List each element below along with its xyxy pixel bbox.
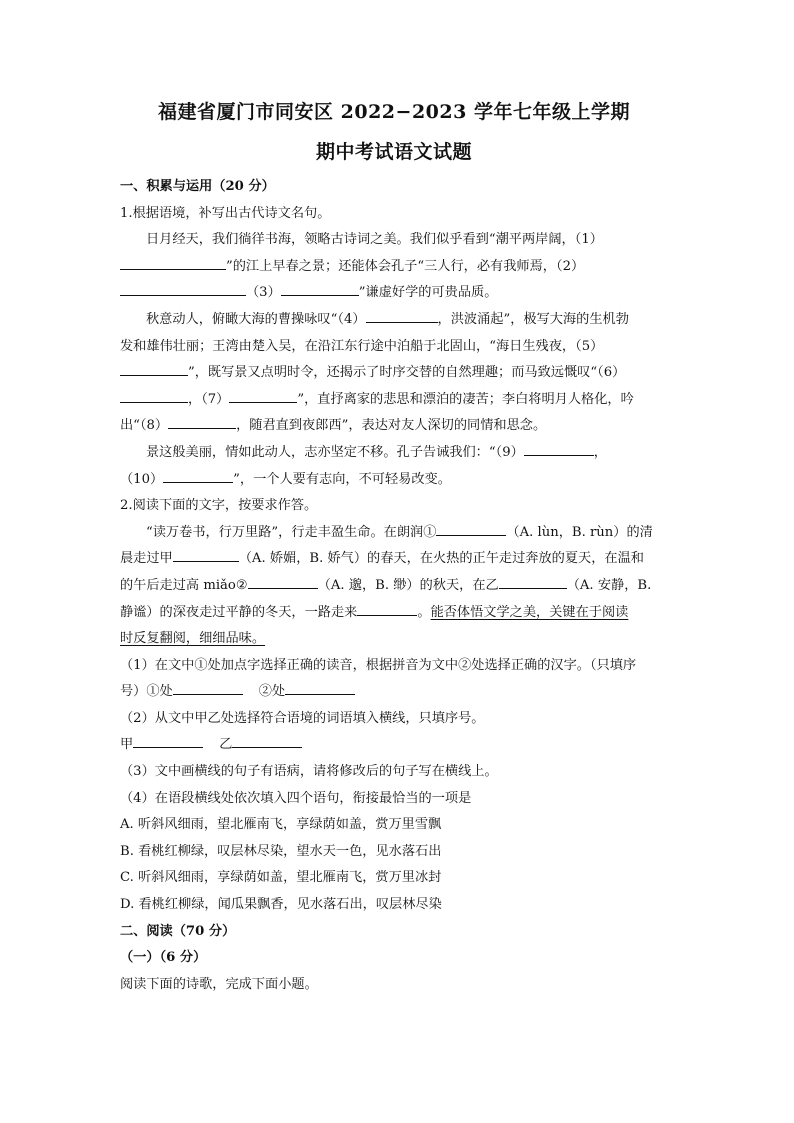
answer-blank-5[interactable] <box>120 361 188 376</box>
q2-passage-line-2: 晨走过甲 （A. 娇媚，B. 娇气）的春天，在火热的正午走过奔放的夏天，在温和 <box>120 546 668 573</box>
exam-title-line-1: 福建省厦门市同安区 2022−2023 学年七年级上学期 <box>158 101 630 123</box>
answer-blank-7[interactable] <box>229 388 297 403</box>
q2-subquestion-2: （2）从文中甲乙处选择符合语境的词语填入横线，只填序号。 <box>120 710 485 726</box>
q1-paragraph-1-line-1: 日月经天，我们徜徉书海，领略古诗词之美。我们似乎看到“潮平两岸阔，（1） <box>146 232 603 248</box>
answer-blank-character[interactable] <box>248 574 318 589</box>
option-d: D. 看桃红柳绿，闻瓜果飘香，见水落石出，叹层林尽染 <box>120 897 442 913</box>
section-2-subheading: （一）（6 分） <box>120 950 207 966</box>
answer-blank-4[interactable] <box>366 308 438 323</box>
answer-blank-s2-yi[interactable] <box>232 733 302 748</box>
q2-subquestion-4: （4）在语段横线处依次填入四个语句，衔接最恰当的一项是 <box>120 790 472 806</box>
q1-paragraph-3-line-2: （10） ”，一个人要有志向，不可轻易改变。 <box>120 467 668 494</box>
answer-blank-8[interactable] <box>168 414 236 429</box>
q2-subquestion-2-answers: 甲 乙 <box>120 732 668 759</box>
answer-blank-yi[interactable] <box>499 574 567 589</box>
exam-page <box>120 92 668 998</box>
answer-blank-6[interactable] <box>120 388 188 403</box>
answer-blank-10[interactable] <box>163 468 233 483</box>
option-c: C. 听斜风细雨，享绿荫如盖，望北雁南飞，赏万里冰封 <box>120 870 442 886</box>
answer-blank-2[interactable] <box>120 281 246 296</box>
question-2-stem: 2.阅读下面的文字，按要求作答。 <box>120 498 318 514</box>
answer-blank-s1-2[interactable] <box>285 680 355 695</box>
answer-blank-1[interactable] <box>120 255 226 270</box>
q1-paragraph-3-line-1: 景这般美丽，情如此动人，志亦坚定不移。孔子告诫我们：“（9） ， <box>120 440 668 467</box>
q1-paragraph-2-line-2: 发和雄伟壮丽；王湾由楚入吴，在沿江东行途中泊船于北固山，“海日生残夜，（5） <box>120 338 604 354</box>
underlined-faulty-sentence-part-1: 能否体悟文学之美，关键在于阅读 <box>430 604 629 620</box>
q1-paragraph-2-line-1: 秋意动人，俯瞰大海的曹操咏叹“（4） ，洪波涌起”，极写大海的生机勃 <box>120 307 668 334</box>
q2-passage-line-4: 静谧）的深夜走过平静的冬天，一路走来 。能否体悟文学之美，关键在于阅读 <box>120 600 668 627</box>
q1-paragraph-2-line-3: ”，既写景又点明时令，还揭示了时序交替的自然理趣；而马致远慨叹“（6） <box>120 360 668 387</box>
answer-blank-jia[interactable] <box>173 547 239 562</box>
answer-blank-sequence[interactable] <box>357 601 417 616</box>
section-2-heading: 二、阅读（70 分） <box>120 923 236 939</box>
question-1-stem: 1.根据语境，补写出古代诗文名句。 <box>120 205 331 221</box>
q1-paragraph-1-line-2: ”的江上早春之景；还能体会孔子“三人行，必有我师焉，（2） <box>120 254 668 281</box>
q1-paragraph-2-line-5: 出“（8） ，随君直到夜郎西”，表达对友人深切的同情和思念。 <box>120 413 668 440</box>
option-a: A. 听斜风细雨，望北雁南飞，享绿荫如盖，赏万里雪飘 <box>120 817 442 833</box>
q2-subquestion-1-line-1: （1）在文中①处加点字选择正确的读音，根据拼音为文中②处选择正确的汉字。（只填序 <box>120 657 637 673</box>
answer-blank-3[interactable] <box>281 281 359 296</box>
q2-subquestion-3: （3）文中画横线的句子有语病，请将修改后的句子写在横线上。 <box>120 764 498 780</box>
q1-paragraph-2-line-4: ，（7） ”，直抒离家的悲思和漂泊的凄苦；李白将明月人格化，吟 <box>120 387 668 414</box>
q2-passage-line-1: “读万卷书，行万里路”，行走丰盈生命。在朗润① （A. lùn，B. rùn）的清 <box>120 520 668 547</box>
q2-subquestion-1-line-2: 号）①处 ②处 <box>120 679 668 706</box>
section-1-heading: 一、积累与运用（20 分） <box>120 179 275 194</box>
answer-blank-s2-jia[interactable] <box>133 733 203 748</box>
q2-passage-line-5 <box>120 626 668 653</box>
exam-title-line-2: 期中考试语文试题 <box>315 141 472 163</box>
section-2-instruction: 阅读下面的诗歌，完成下面小题。 <box>120 976 318 992</box>
underlined-faulty-sentence-part-2: 时反复翻阅，细细品味。 <box>120 631 266 647</box>
q2-passage-line-3: 的午后走过高 miǎo② （A. 邈，B. 缈）的秋天，在乙 （A. 安静，B. <box>120 573 668 600</box>
answer-blank-9[interactable] <box>524 441 594 456</box>
answer-blank-pronunciation[interactable] <box>436 521 506 536</box>
option-b: B. 看桃红柳绿，叹层林尽染，望水天一色，见水落石出 <box>120 843 442 859</box>
answer-blank-s1-1[interactable] <box>173 680 243 695</box>
q1-paragraph-1-line-3: （3） ”谦虚好学的可贵品质。 <box>120 280 668 307</box>
